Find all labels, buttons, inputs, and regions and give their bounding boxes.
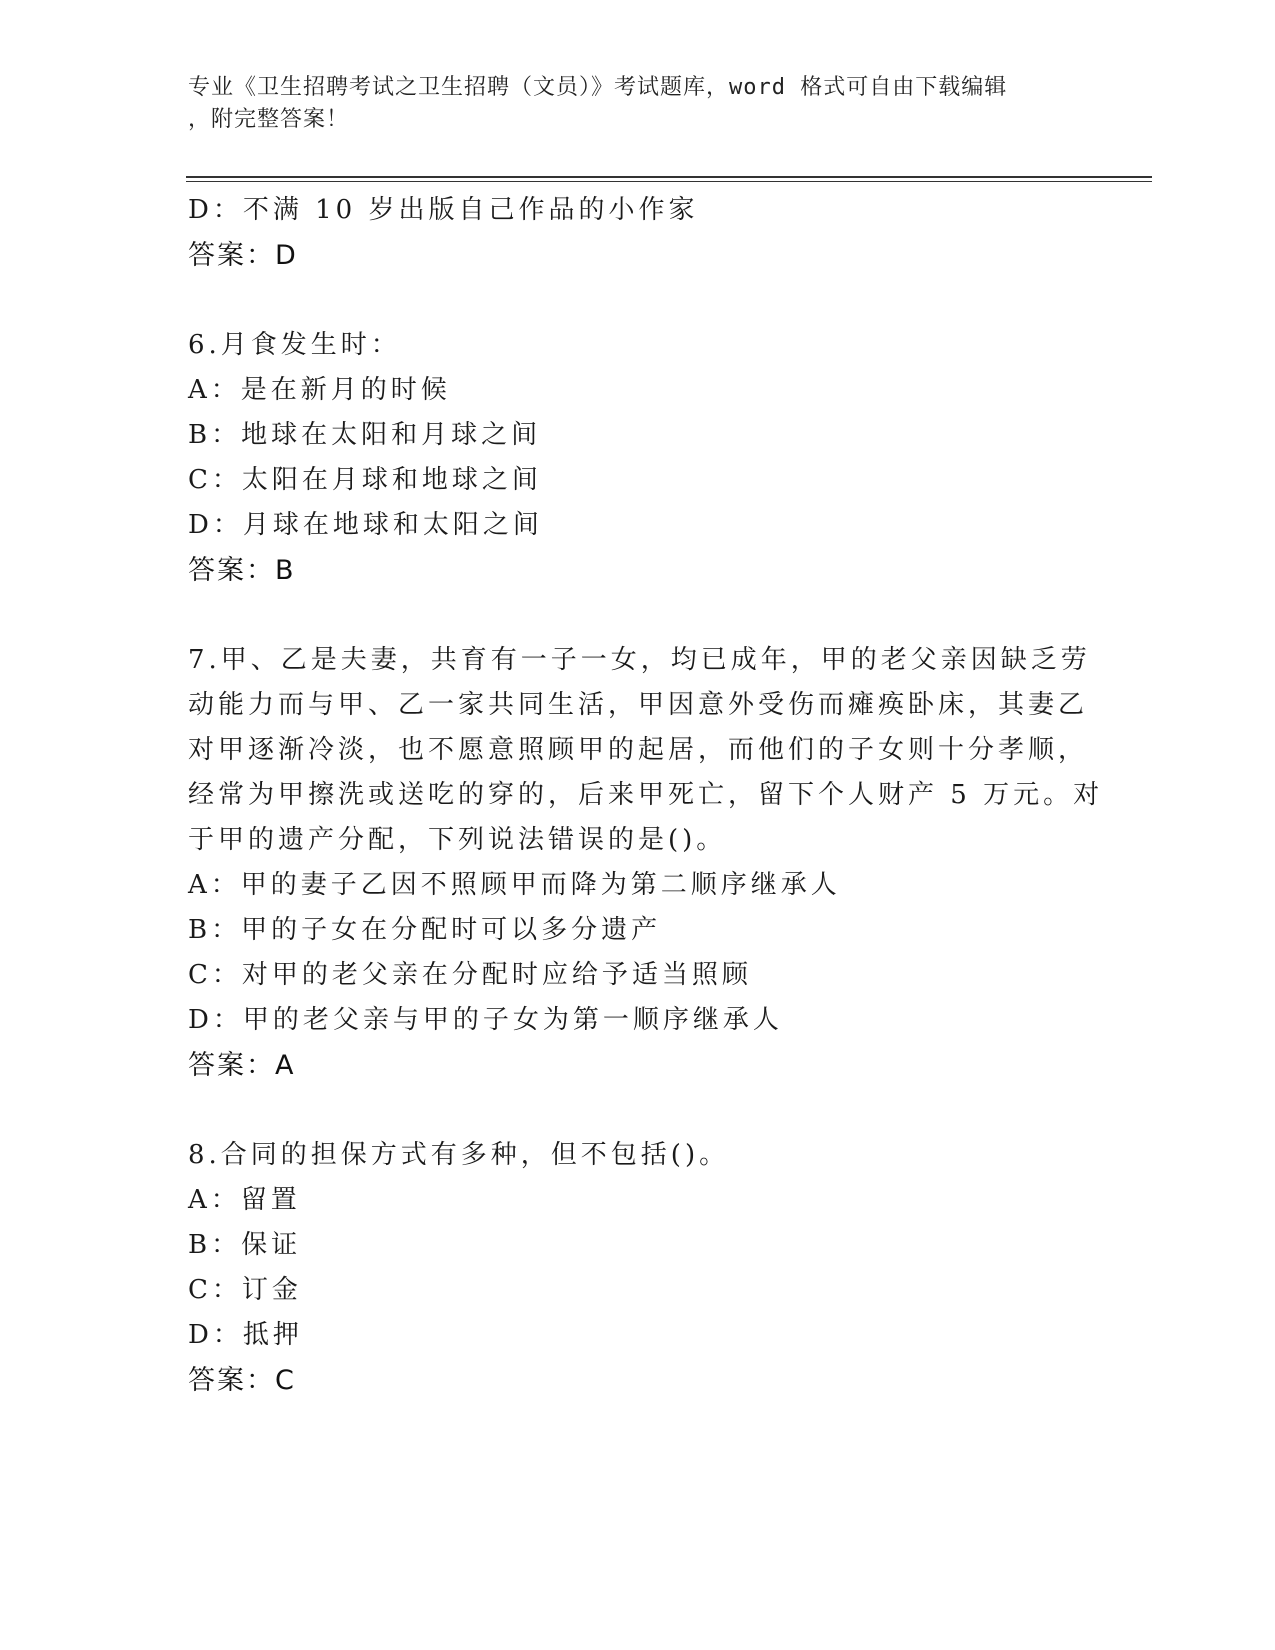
answer: 答案：A — [188, 1050, 296, 1081]
page-header — [188, 72, 1068, 136]
spacer — [188, 278, 1088, 323]
option-d: D：不满 10 岁出版自己作品的小作家 — [188, 195, 699, 225]
question-6 — [188, 323, 1088, 593]
option-a: A：是在新月的时候 — [188, 375, 451, 405]
option-a: A：留置 — [188, 1185, 301, 1215]
option-c: C：订金 — [188, 1275, 302, 1305]
header-line-1: 专业《卫生招聘考试之卫生招聘（文员）》考试题库，word 格式可自由下载编辑 — [188, 75, 1008, 100]
question-stem-line: 经常为甲擦洗或送吃的穿的，后来甲死亡，留下个人财产 5 万元。对 — [188, 780, 1104, 810]
header-line-2: ，附完整答案！ — [188, 107, 350, 132]
option-b: B：地球在太阳和月球之间 — [188, 420, 542, 450]
option-d: D：月球在地球和太阳之间 — [188, 510, 543, 540]
option-c: C：太阳在月球和地球之间 — [188, 465, 542, 495]
option-a: A：甲的妻子乙因不照顾甲而降为第二顺序继承人 — [188, 870, 841, 900]
question-7 — [188, 638, 1104, 1088]
question-stem: 6.月食发生时： — [188, 330, 401, 360]
question-stem-line: 7.甲、乙是夫妻，共育有一子一女，均已成年，甲的老父亲因缺乏劳 — [188, 645, 1091, 675]
option-b: B：保证 — [188, 1230, 302, 1260]
option-b: B：甲的子女在分配时可以多分遗产 — [188, 915, 662, 945]
question-stem-line: 对甲逐渐冷淡，也不愿意照顾甲的起居，而他们的子女则十分孝顺， — [188, 735, 1089, 765]
option-d: D：甲的老父亲与甲的子女为第一顺序继承人 — [188, 1005, 783, 1035]
question-stem-line: 动能力而与甲、乙一家共同生活，甲因意外受伤而瘫痪卧床，其妻乙 — [188, 690, 1089, 720]
header-rule-thin — [186, 181, 1152, 182]
header-rule-thick — [186, 176, 1152, 178]
spacer — [188, 1088, 1088, 1133]
question-list — [188, 188, 1104, 1403]
question-8 — [188, 1133, 1088, 1403]
question-stem-line: 于甲的遗产分配，下列说法错误的是()。 — [188, 825, 727, 855]
answer: 答案：B — [188, 555, 296, 586]
question-5 — [188, 188, 1088, 278]
answer: 答案：D — [188, 240, 298, 271]
question-stem: 8.合同的担保方式有多种，但不包括()。 — [188, 1140, 730, 1170]
option-c: C：对甲的老父亲在分配时应给予适当照顾 — [188, 960, 752, 990]
option-d: D：抵押 — [188, 1320, 303, 1350]
answer: 答案：C — [188, 1365, 296, 1396]
spacer — [188, 593, 1088, 638]
